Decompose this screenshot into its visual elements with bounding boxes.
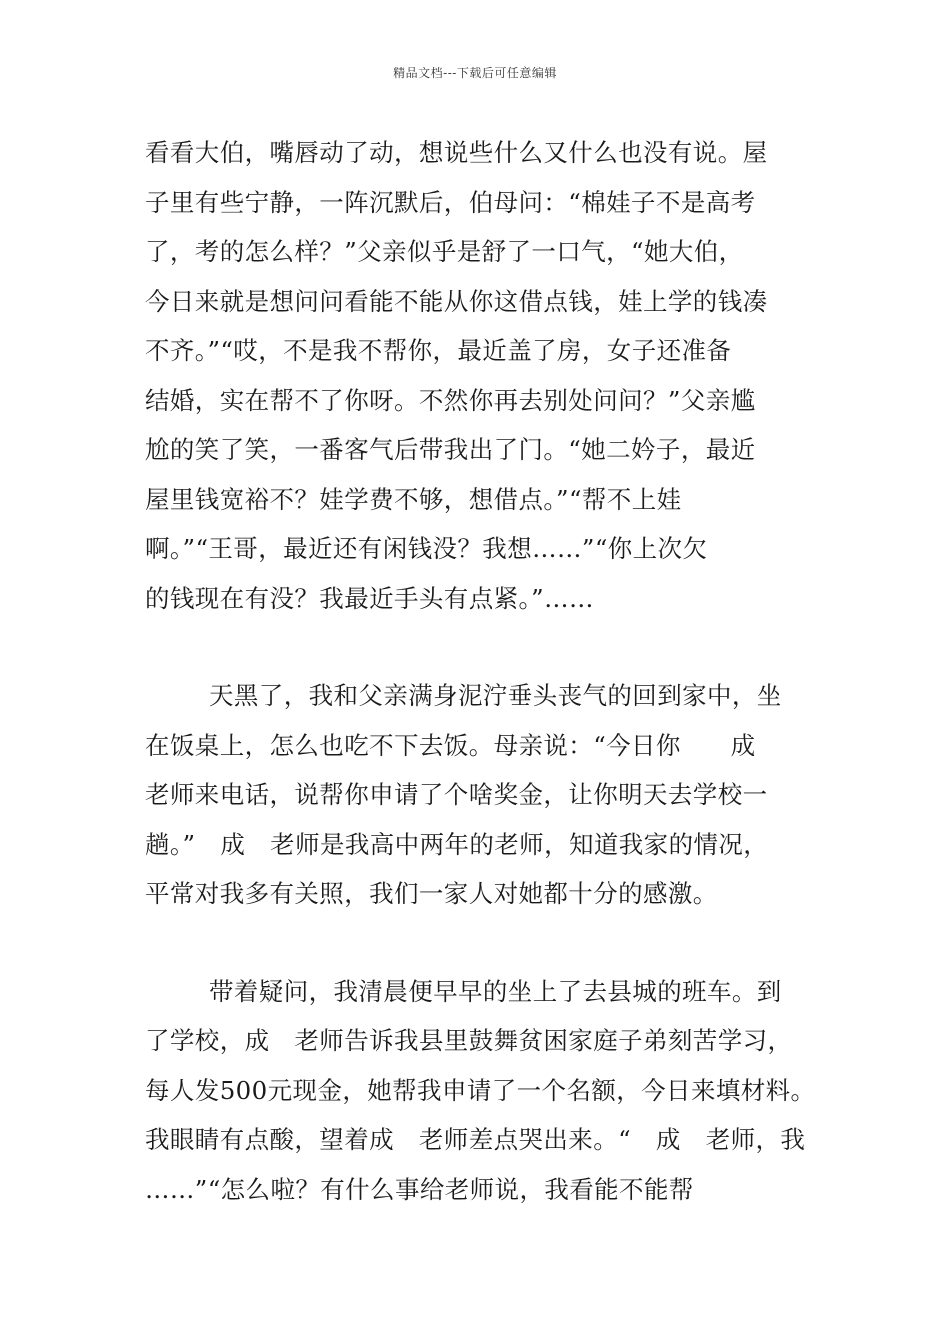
paragraph-1 xyxy=(145,128,825,623)
text-line: 屋里钱宽裕不？娃学费不够，想借点。”“帮不上娃 xyxy=(145,484,682,514)
text-line: 的钱现在有没？我最近手头有点紧。”…… xyxy=(145,583,594,613)
text-line: 看看大伯，嘴唇动了动，想说些什么又什么也没有说。屋 xyxy=(145,138,768,167)
text-line: ……”“怎么啦？有什么事给老师说，我看能不能帮 xyxy=(145,1174,694,1204)
text-line: 子里有些宁静，一阵沉默后，伯母问：“棉娃子不是高考 xyxy=(145,187,756,217)
text-line: 每人发500元现金，她帮我申请了一个名额，今日来填材料。 xyxy=(145,1075,816,1105)
text-line: 啊。”“王哥，最近还有闲钱没？我想……”“你上次欠 xyxy=(145,534,708,563)
paragraph-2 xyxy=(145,671,825,919)
body-text xyxy=(145,128,825,1214)
text-line: 在饭桌上，怎么也吃不下去饭。母亲说：“今日你 成 xyxy=(145,730,756,760)
page-header: 精品文档---下载后可任意编辑 xyxy=(393,66,557,80)
text-line: 了，考的怎么样？”父亲似乎是舒了一口气，“她大伯， xyxy=(145,237,744,266)
paragraph-gap xyxy=(145,623,825,671)
text-line: 不齐。”“哎，不是我不帮你，最近盖了房，女子还准备 xyxy=(145,336,732,365)
text-line: 老师来电话，说帮你申请了个啥奖金，让你明天去学校一 xyxy=(145,780,768,809)
text-line: 带着疑问，我清晨便早早的坐上了去县城的班车。到 xyxy=(209,976,782,1006)
paragraph-3 xyxy=(145,967,825,1215)
text-line: 尬的笑了笑，一番客气后带我出了门。“她二妗子，最近 xyxy=(145,435,756,464)
text-line: 平常对我多有关照，我们一家人对她都十分的感激。 xyxy=(145,879,718,908)
text-line: 今日来就是想问问看能不能从你这借点钱，娃上学的钱凑 xyxy=(145,286,768,316)
text-line: 天黑了，我和父亲满身泥泞垂头丧气的回到家中，坐 xyxy=(209,681,782,710)
paragraph-gap xyxy=(145,919,825,967)
text-line: 趟。” 成 老师是我高中两年的老师，知道我家的情况， xyxy=(145,829,769,859)
text-line: 我眼睛有点酸，望着成 老师差点哭出来。“ 成 老师，我 xyxy=(145,1125,806,1154)
text-line: 结婚，实在帮不了你呀。不然你再去别处问问？”父亲尴 xyxy=(145,385,756,415)
text-line: 了学校，成 老师告诉我县里鼓舞贫困家庭子弟刻苦学习， xyxy=(145,1026,793,1055)
